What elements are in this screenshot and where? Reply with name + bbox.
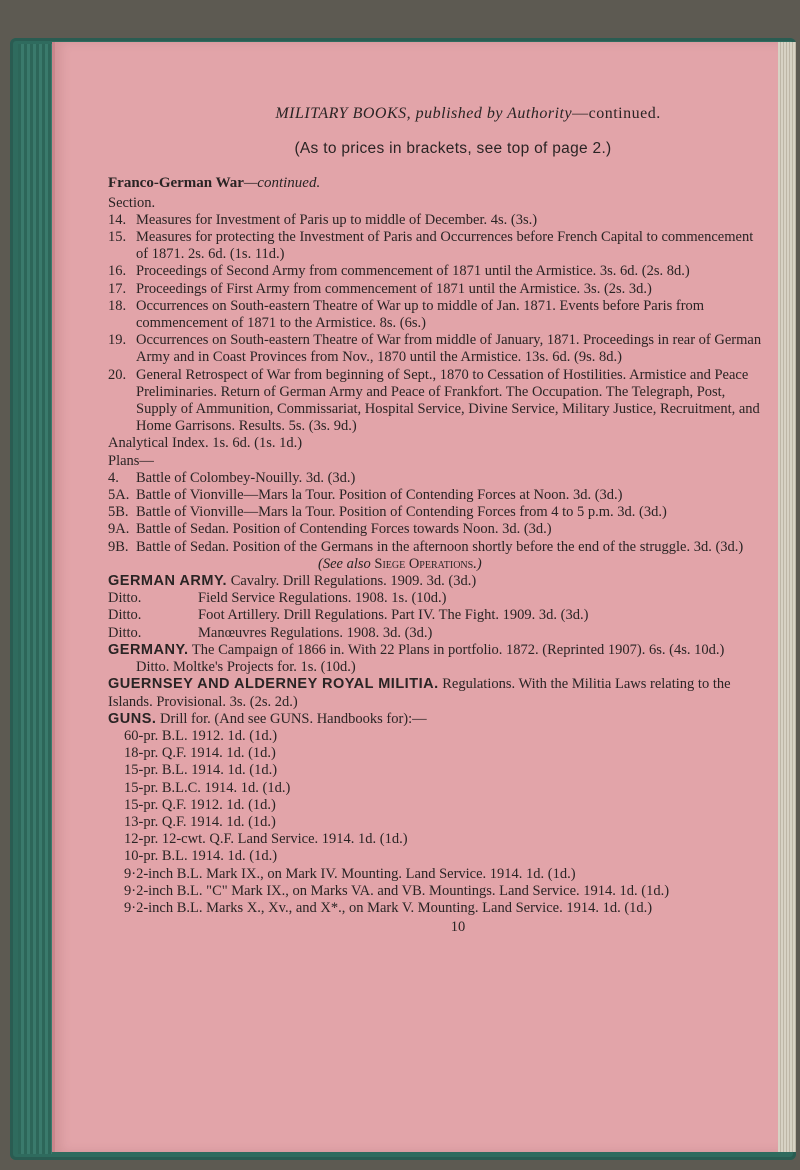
german-army-first: Cavalry. Drill Regulations. 1909. 3d. (3d.) <box>230 573 477 590</box>
germany-block <box>108 642 768 676</box>
plan-number: 9A. <box>108 521 130 538</box>
entry-number: 17. <box>108 280 127 297</box>
section-title: Franco-German War <box>108 175 244 192</box>
guns-text: Drill for. (And see GUNS. Handbooks for):— <box>160 710 427 727</box>
list-item: 9·2-inch B.L. "C" Mark IX., on Marks VA. and VB. Mountings. Land Service. 1914. 1d. (1d.) <box>124 882 670 899</box>
ditto-label: Ditto. <box>108 590 142 607</box>
section-label: Section. <box>108 194 156 211</box>
header-cont: —continued. <box>572 105 661 122</box>
plan-text: Battle of Sedan. Position of the Germans in the afternoon shortly before the end of the struggle. 3d. (3d.) <box>136 538 744 555</box>
list-item: 60-pr. B.L. 1912. 1d. (1d.) <box>124 727 278 744</box>
entry-text: General Retrospect of War from beginning of Sept., 1870 to Cessation of Hostilities. Armistice and Peace Preliminaries. Return of German Army and Peace of Frankfort. The Occupation. The Telegraph, Post, Supply of Ammunition, Commissariat, Hospital Service, Divine Service, Military Justice, Recruitment, and Home Garrisons. Results. 5s. (3s. 9d.) <box>136 366 760 435</box>
guns-block <box>108 711 768 917</box>
list-item <box>108 229 768 263</box>
list-item <box>108 367 768 436</box>
plan-number: 4. <box>108 469 119 486</box>
plans-label: Plans— <box>108 452 154 469</box>
guernsey-text: Regulations. With the Militia Laws relating to the Islands. Provisional. 3s. (2s. 2d.) <box>108 676 731 710</box>
entry-text: Proceedings of Second Army from commencement of 1871 until the Armistice. 3s. 6d. (2s. 8d.) <box>136 263 690 280</box>
list-item <box>108 539 768 556</box>
guernsey-block <box>108 676 768 710</box>
list-item: 12-pr. 12-cwt. Q.F. Land Service. 1914. 1d. (1d.) <box>124 831 408 848</box>
analytical-index: Analytical Index. 1s. 6d. (1s. 1d.) <box>108 435 303 452</box>
price-note: (As to prices in brackets, see top of page 2.) <box>294 140 612 158</box>
cover-spine <box>18 44 52 1154</box>
page-number: 10 <box>450 919 466 936</box>
germany-text: The Campaign of 1866 in. With 22 Plans in portfolio. 1872. (Reprinted 1907). 6s. (4s. 10d.) <box>191 641 725 658</box>
list-item: 15-pr. B.L. 1914. 1d. (1d.) <box>124 762 278 779</box>
plan-number: 5A. <box>108 487 130 504</box>
entry-number: 20. <box>108 366 127 383</box>
entry-text: Measures for protecting the Investment of Paris and Occurrences before French Capital to commencement of 1871. 2s. 6d. (1s. 11d.) <box>136 229 754 263</box>
list-item <box>108 263 768 280</box>
list-item <box>108 607 768 624</box>
ditto-label: Ditto. <box>108 624 142 641</box>
entry-text: Measures for Investment of Paris up to middle of December. 4s. (3s.) <box>136 211 538 228</box>
german-army-block <box>108 573 768 642</box>
see-also-ref: Siege Operations <box>374 555 474 572</box>
germany-heading: GERMANY. <box>108 641 189 658</box>
entry-number: 18. <box>108 297 127 314</box>
list-item: 15-pr. B.L.C. 1914. 1d. (1d.) <box>124 779 291 796</box>
ditto-label: Ditto. <box>108 607 142 624</box>
list-item <box>108 281 768 298</box>
list-item: 15-pr. Q.F. 1912. 1d. (1d.) <box>124 796 276 813</box>
list-item: 9·2-inch B.L. Marks X., Xv., and X*., on Mark V. Mounting. Land Service. 1914. 1d. (1d.) <box>124 899 653 916</box>
plan-text: Battle of Vionville—Mars la Tour. Position of Contending Forces at Noon. 3d. (3d.) <box>136 487 623 504</box>
ditto-text: Field Service Regulations. 1908. 1s. (10d.) <box>198 590 447 607</box>
german-army-heading: GERMAN ARMY. <box>108 573 228 590</box>
plan-text: Battle of Sedan. Position of Contending Forces towards Noon. 3d. (3d.) <box>136 521 552 538</box>
see-also-note <box>318 556 768 573</box>
germany-ditto: Ditto. Moltke's Projects for. 1s. (10d.) <box>136 659 356 676</box>
entry-number: 19. <box>108 332 127 349</box>
section-heading <box>108 175 768 192</box>
page-edges <box>778 42 796 1152</box>
header-title: MILITARY BOOKS, published by Authority <box>275 105 573 122</box>
guns-heading: GUNS. <box>108 710 157 727</box>
guernsey-heading: GUERNSEY AND ALDERNEY ROYAL MILITIA. <box>108 676 439 693</box>
list-item: 10-pr. B.L. 1914. 1d. (1d.) <box>124 848 278 865</box>
plan-text: Battle of Colombey-Nouilly. 3d. (3d.) <box>136 469 356 486</box>
list-item: 9·2-inch B.L. Mark IX., on Mark IV. Mounting. Land Service. 1914. 1d. (1d.) <box>124 865 576 882</box>
list-item <box>108 332 768 366</box>
entry-text: Proceedings of First Army from commencement of 1871 until the Armistice. 3s. (2s. 3d.) <box>136 280 652 297</box>
entries-list <box>108 212 768 436</box>
plans-list <box>108 470 768 556</box>
plan-text: Battle of Vionville—Mars la Tour. Position of Contending Forces from 4 to 5 p.m. 3d. (3d.) <box>136 504 667 521</box>
entry-number: 16. <box>108 263 127 280</box>
see-also-suffix: .) <box>473 555 482 572</box>
entry-text: Occurrences on South-eastern Theatre of War up to middle of Jan. 1871. Events before Paris from commencement of 1871 to the Armistice. 8s. (6s.) <box>136 297 705 332</box>
list-item <box>108 590 768 607</box>
entry-number: 14. <box>108 211 127 228</box>
list-item <box>108 298 768 332</box>
plan-number: 9B. <box>108 538 129 555</box>
list-item <box>108 521 768 538</box>
list-item <box>108 212 768 229</box>
list-item <box>108 625 768 642</box>
list-item: 18-pr. Q.F. 1914. 1d. (1d.) <box>124 745 276 762</box>
list-item <box>108 487 768 504</box>
page-content <box>108 105 768 936</box>
plan-number: 5B. <box>108 504 129 521</box>
see-also-prefix: (See also <box>318 555 375 572</box>
ditto-text: Foot Artillery. Drill Regulations. Part IV. The Fight. 1909. 3d. (3d.) <box>198 607 589 624</box>
list-item: 13-pr. Q.F. 1914. 1d. (1d.) <box>124 813 276 830</box>
list-item <box>108 504 768 521</box>
list-item <box>108 470 768 487</box>
ditto-text: Manœuvres Regulations. 1908. 3d. (3d.) <box>198 624 433 641</box>
entry-number: 15. <box>108 229 127 246</box>
section-cont: —continued. <box>243 175 321 192</box>
running-header <box>168 105 768 122</box>
entry-text: Occurrences on South-eastern Theatre of War from middle of January, 1871. Proceedings in rear of German Army and in Coast Provinces from Nov., 1870 until the Armistice. 13s. 6d. (9s. 8d.) <box>136 332 762 366</box>
